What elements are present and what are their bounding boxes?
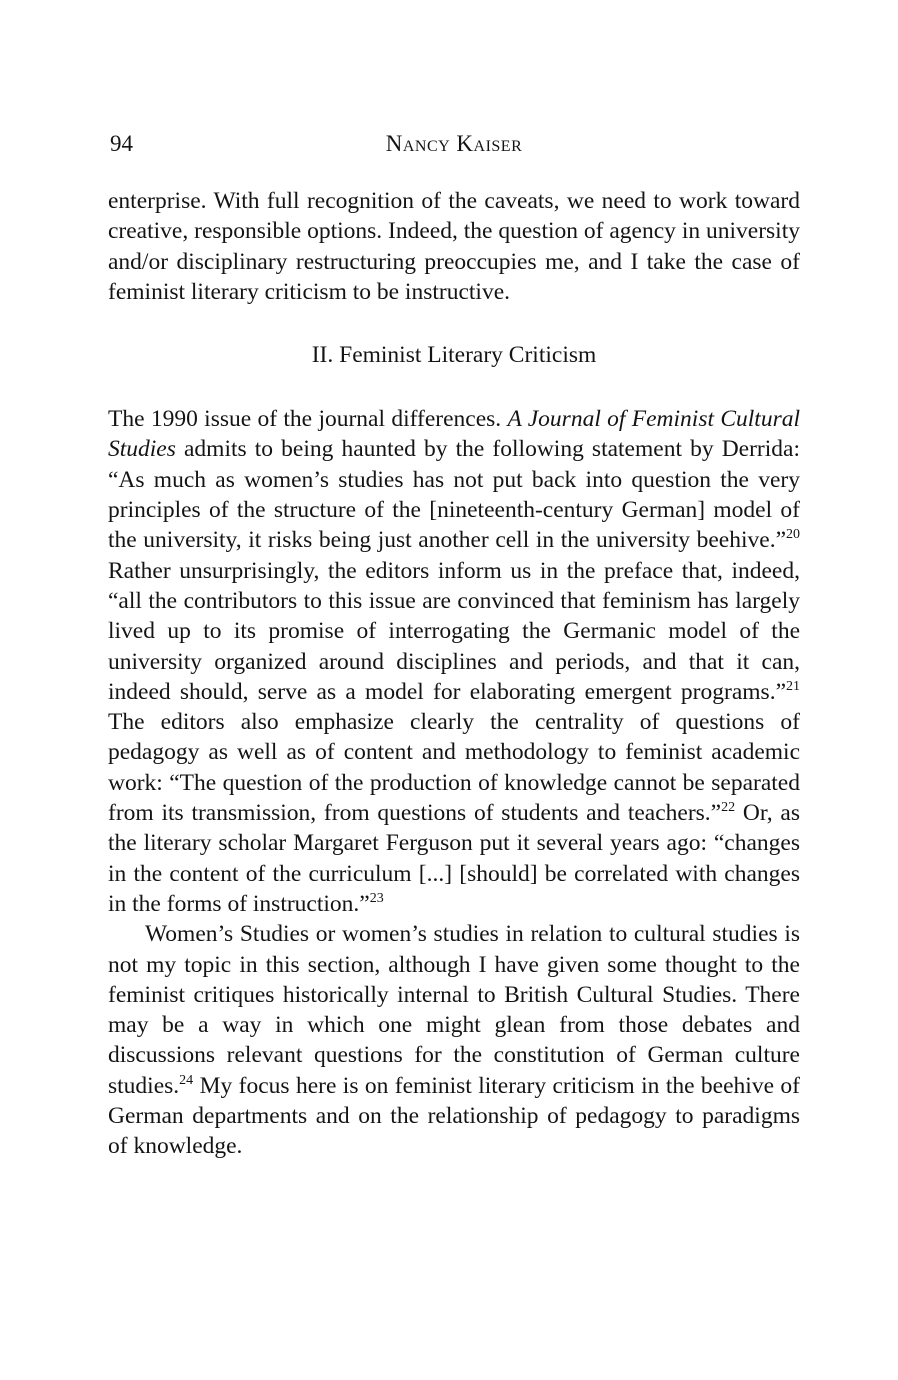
paragraph-text: Or, as the literary scholar Margaret Ferguson put it several years ago: “changes in the content of the curriculum [...] [should] be correlated with changes in the forms of instruction.” [108, 800, 801, 917]
body-text [108, 186, 800, 1162]
paragraph-differences [108, 404, 800, 919]
paragraph-womens-studies [108, 919, 800, 1161]
footnote-ref-24: 24 [179, 1072, 194, 1088]
paragraph-enterprise [108, 186, 800, 307]
footnote-ref-21: 21 [786, 678, 800, 694]
footnote-ref-20: 20 [786, 527, 800, 543]
paragraph-text: Rather unsurprisingly, the editors inform us in the preface that, indeed, “all the contributors to this issue are convinced that feminism has largely lived up to its promise of interrogating the Germanic model of the university organized around disciplines and periods, and that it can, indeed should, serve as a model for elaborating emergent programs.” [108, 557, 800, 705]
footnote-ref-23: 23 [369, 890, 384, 906]
paragraph-text: admits to being haunted by the following statement by Derrida: “As much as women’s studies has not put back into question the very principles of the structure of the [nineteenth-century German] model of the university, it risks being just another cell in the university beehive.” [108, 436, 800, 554]
running-head-author: Nancy Kaiser [385, 131, 523, 156]
paragraph-text: My focus here is on feminist literary criticism in the beehive of German departments and on the relationship of pedagogy to paradigms of knowledge. [108, 1072, 800, 1160]
paragraph-text: The 1990 issue of the journal differences. [108, 406, 508, 433]
section-heading: II. Feminist Literary Criticism [311, 342, 597, 369]
page-number: 94 [110, 131, 133, 156]
paragraph-text: The editors also emphasize clearly the centrality of questions of pedagogy as well as of content and methodology to feminist academic work: “The question of the production of knowledge cannot be separated from its transmission, from questions of students and teachers.” [108, 709, 800, 827]
journal-title: A Journal of Feminist Cultural Studies [108, 406, 800, 463]
running-head [108, 128, 800, 160]
book-page [108, 128, 800, 1162]
paragraph-text: enterprise. With full recognition of the caveats, we need to work toward creative, responsible options. Indeed, the question of agency in university and/or disciplinary restructuring preoccupies me, and I take the case of feminist literary criticism to be instructive. [108, 188, 800, 305]
paragraph-text: Women’s Studies or women’s studies in relation to cultural studies is not my topic in this section, although I have given some thought to the feminist critiques historically internal to British Cultural Studies. There may be a way in which one might glean from those debates and discussions relevant questions for the constitution of German culture studies. [108, 921, 800, 1099]
footnote-ref-22: 22 [721, 800, 736, 816]
